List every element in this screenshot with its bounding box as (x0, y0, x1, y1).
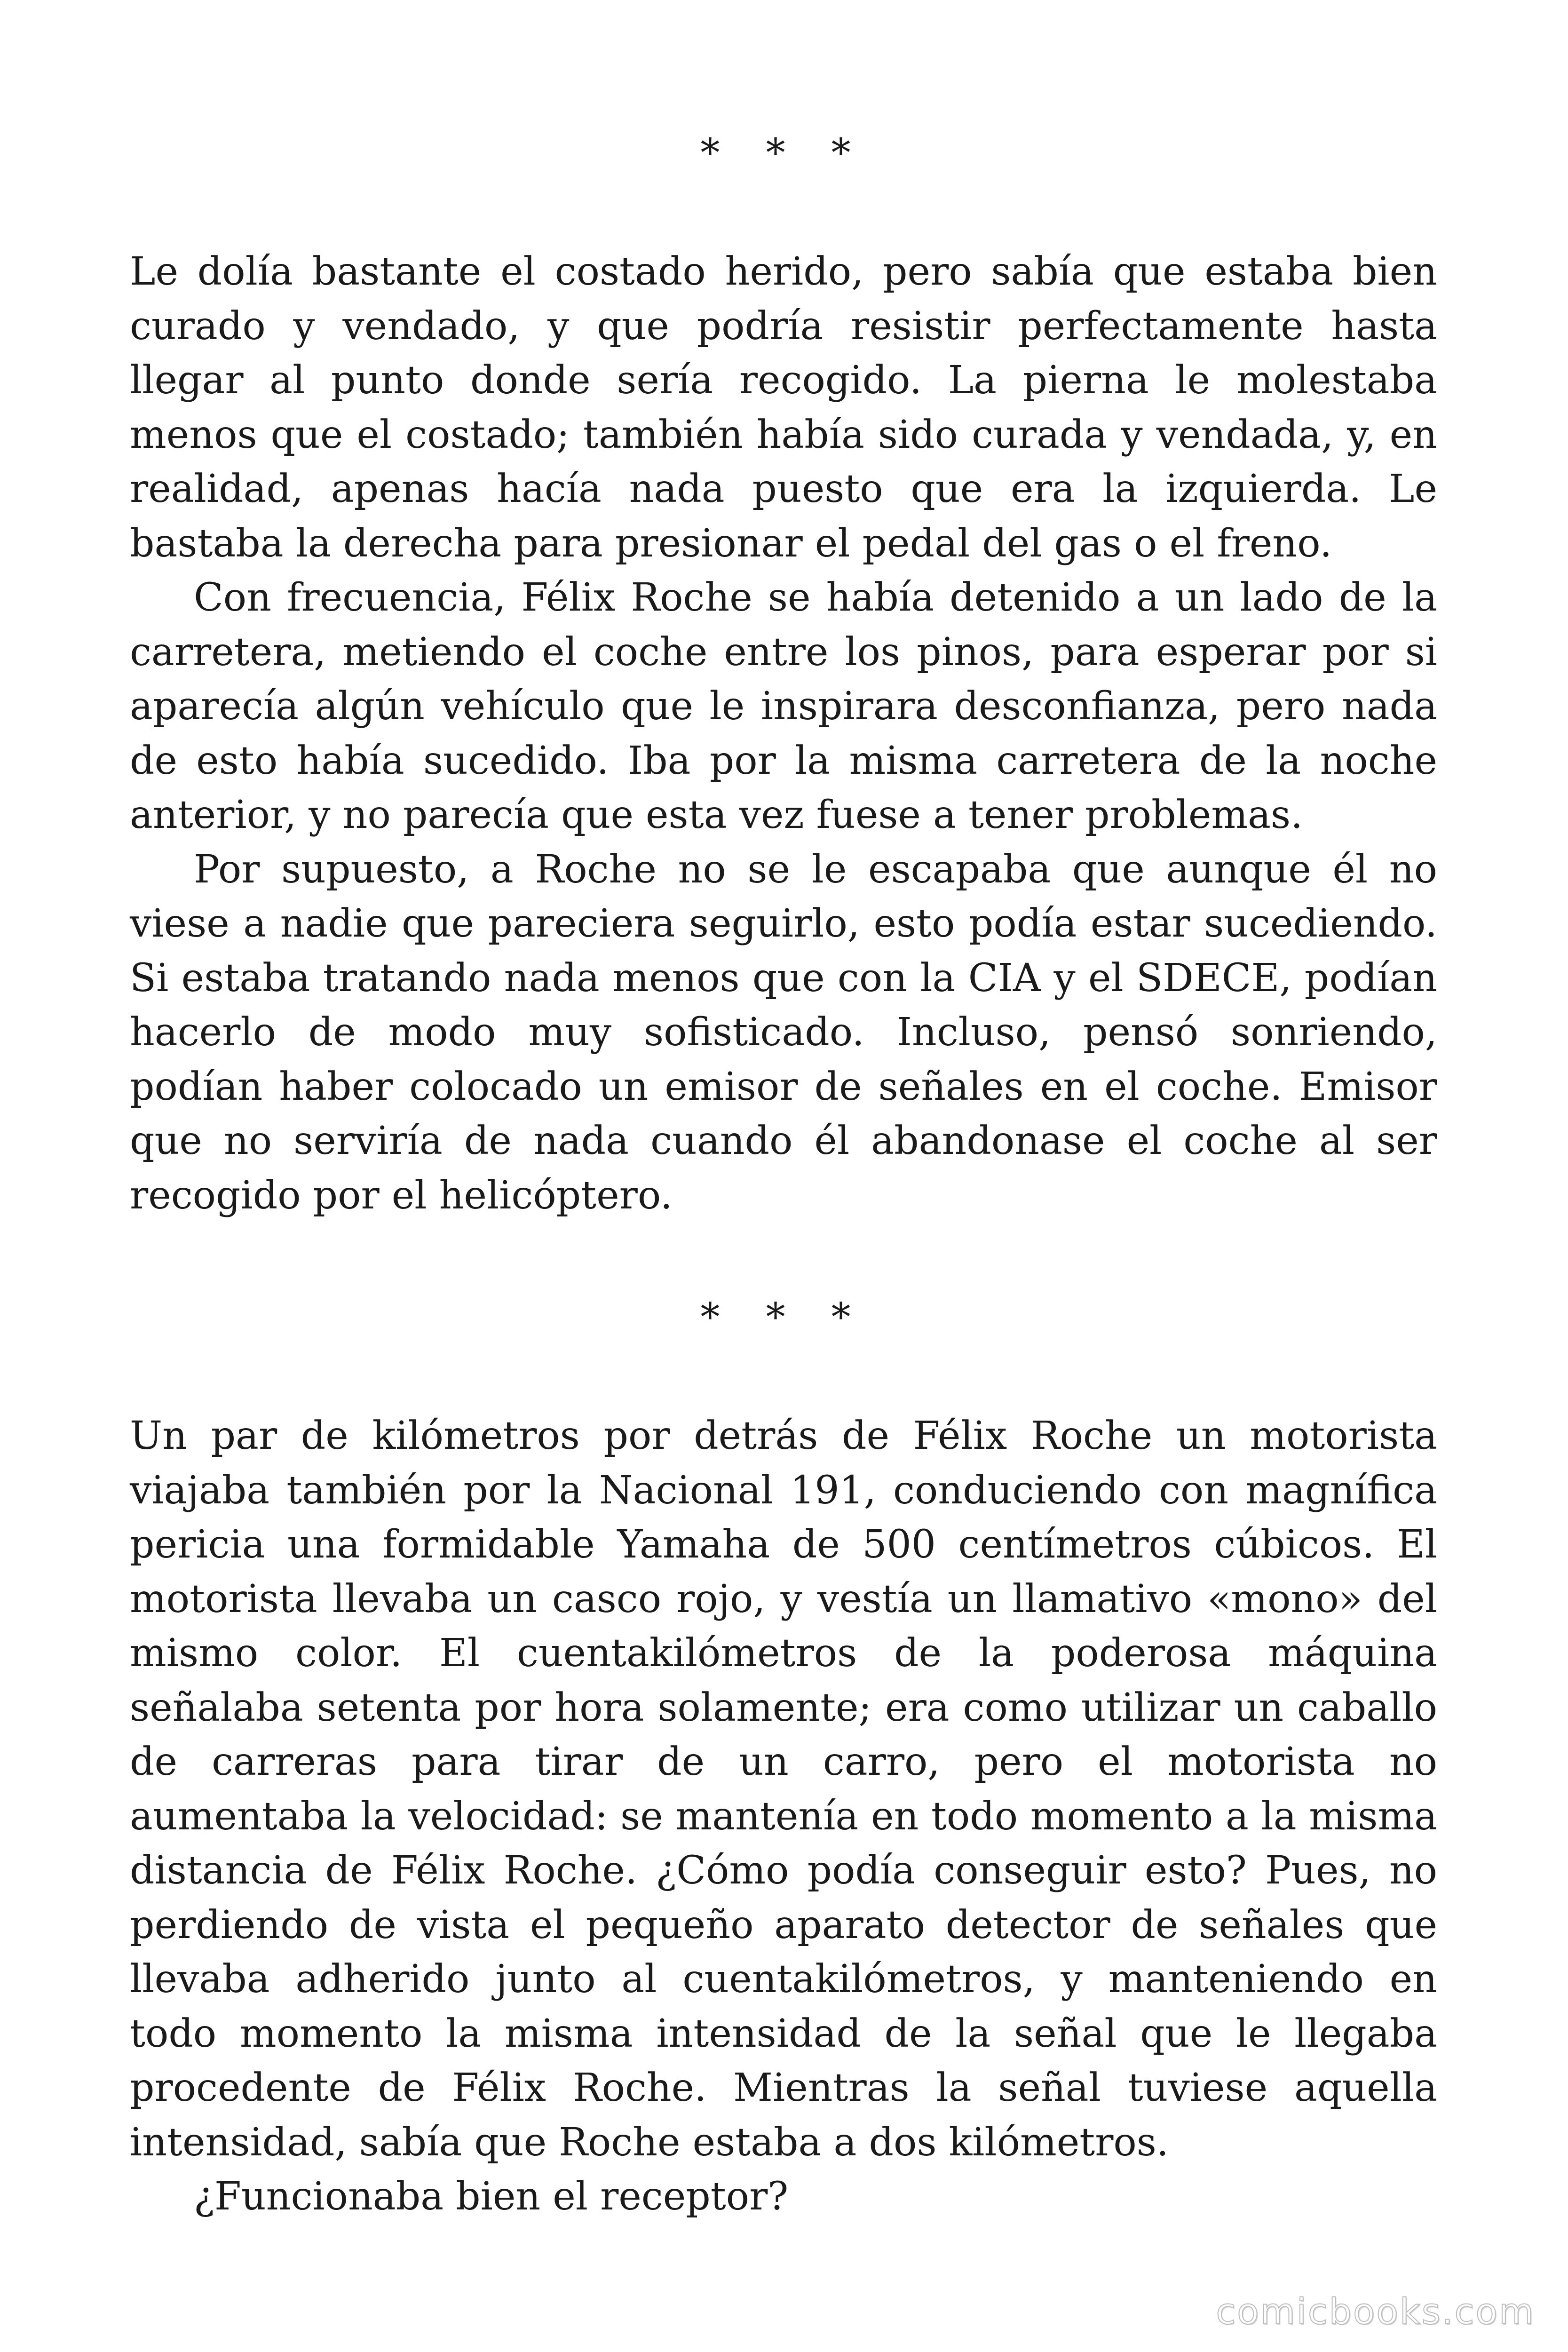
paragraph: Con frecuencia, Félix Roche se había detenido a un lado de la carretera, metiendo el coche entre los pinos, para esperar por si aparecía algún vehículo que le inspirara desconfianza, pero nada de esto había sucedido. Iba por la misma carretera de la noche anterior, y no parecía que esta vez fuese a tener problemas. (130, 575, 1437, 837)
paragraph: Le dolía bastante el costado herido, pero sabía que estaba bien curado y vendado, y que podría resistir perfectamente hasta llegar al punto donde sería recogido. La pierna le molestaba menos que el costado; también había sido curada y vendada, y, en realidad, apenas hacía nada puesto que era la izquierda. Le bastaba la derecha para presionar el pedal del gas o el freno. (130, 249, 1437, 566)
section-separator: * * * (700, 1295, 868, 1340)
paragraph: ¿Funcionaba bien el receptor? (194, 2174, 789, 2219)
paragraph: Por supuesto, a Roche no se le escapaba que aunque él no viese a nadie que pareciera seguirlo, esto podía estar sucediendo. Si estaba tratando nada menos que con la CIA y el SDECE, podían hacerlo de modo muy sofisticado. Incluso, pensó sonriendo, podían haber colocado un emisor de señales en el coche. Emisor que no serviría de nada cuando él abandonase el coche al ser recogido por el helicóptero. (130, 847, 1437, 1218)
section-separator: * * * (700, 131, 868, 175)
text-section-1 (130, 245, 1437, 1223)
paragraph: Un par de kilómetros por detrás de Félix Roche un motorista viajaba también por la Nacional 191, conduciendo con magnífica pericia una formidable Yamaha de 500 centímetros cúbicos. El motorista llevaba un casco rojo, y vestía un llamativo «mono» del mismo color. El cuentakilómetros de la poderosa máquina señalaba setenta por hora solamente; era como utilizar un caballo de carreras para tirar de un carro, pero el motorista no aumentaba la velocidad: se mantenía en todo momento a la misma distancia de Félix Roche. ¿Cómo podía conseguir esto? Pues, no perdiendo de vista el pequeño aparato detector de señales que llevaba adherido junto al cuentakilómetros, y manteniendo en todo momento la misma intensidad de la señal que le llegaba procedente de Félix Roche. Mientras la señal tuviese aquella intensidad, sabía que Roche estaba a dos kilómetros. (130, 1414, 1437, 2165)
text-section-2 (130, 1409, 1437, 2224)
watermark: comicbooks.com (1216, 2290, 1535, 2332)
